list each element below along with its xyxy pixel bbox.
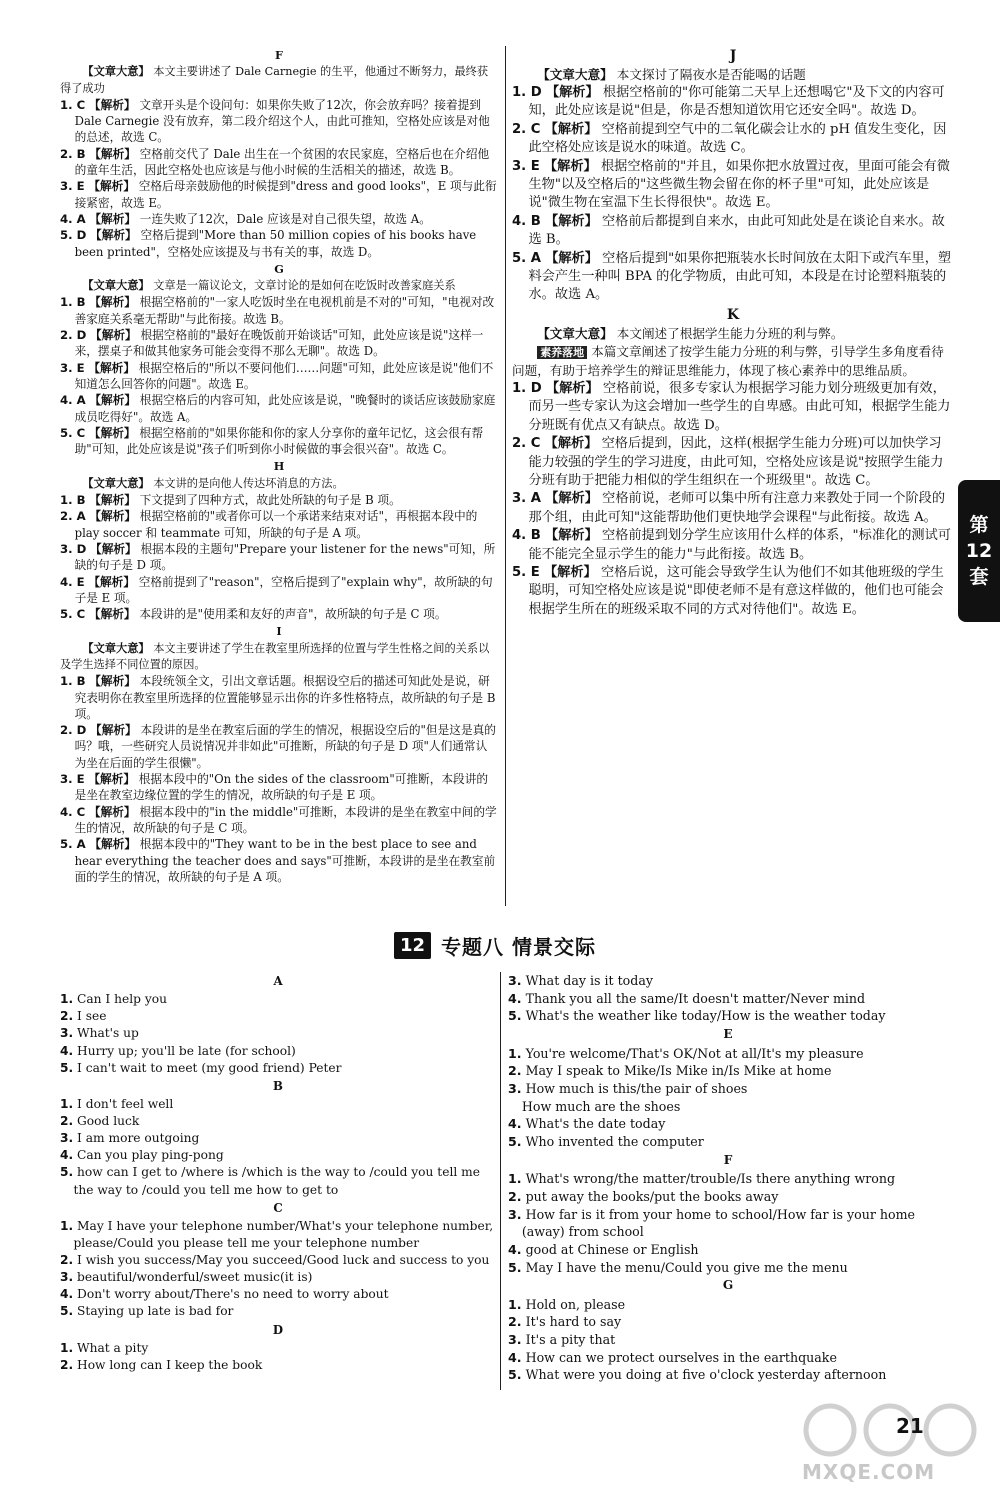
answer-number: 1. bbox=[60, 1340, 74, 1355]
answer-item bbox=[60, 211, 498, 227]
dialogue-answer bbox=[508, 1313, 948, 1331]
dialogue-answer bbox=[60, 991, 496, 1008]
answer-item bbox=[512, 564, 954, 619]
answer-number: 4. A bbox=[60, 211, 86, 226]
answer-text: how can I get to /where is /which is the way to /could you tell me the way to /could you tell me how to get to bbox=[73, 1165, 480, 1197]
dialogue-right-column bbox=[508, 972, 948, 1384]
answer-item bbox=[60, 146, 498, 179]
analysis-text: 空格后提到"More than 50 million copies of his books have been printed"，空格处应该提及与书有关的事，故选 D。 bbox=[74, 228, 477, 259]
topic-badge: 12 bbox=[394, 932, 431, 959]
answer-text: Can I help you bbox=[77, 992, 167, 1007]
analysis-text: 根据空格后的内容可知，此处应该是说，"晚餐时的谈话应该鼓励家庭成员吃得好"。故选 A。 bbox=[74, 393, 496, 424]
analysis-tag: 【解析】 bbox=[88, 772, 135, 787]
answer-number: 5. bbox=[60, 1060, 74, 1075]
answer-item bbox=[60, 771, 498, 804]
answer-number: 4. C bbox=[60, 804, 86, 819]
answer-text: I wish you success/May you succeed/Good luck and success to you bbox=[77, 1253, 490, 1267]
answer-number: 1. bbox=[508, 1296, 522, 1312]
dialogue-answer bbox=[60, 1164, 496, 1198]
column-divider bbox=[505, 46, 506, 906]
answer-item bbox=[512, 250, 954, 305]
answer-item bbox=[60, 804, 498, 837]
analysis-text: 根据空格前的"并且，如果你把水放置过夜，里面可能会有微生物"以及空格后的"这些微生物会留在你的杯子里"可知，此处应该是说"微生物在室温下生长得很快"。故选 E。 bbox=[528, 158, 950, 211]
dialogue-answer bbox=[508, 1206, 948, 1241]
answer-number: 4. B bbox=[512, 528, 541, 544]
tab-line-3: 套 bbox=[969, 566, 989, 588]
article-summary bbox=[512, 66, 954, 84]
answer-number: 5. C bbox=[60, 425, 86, 440]
summary-tag: 【文章大意】 bbox=[82, 65, 150, 79]
dialogue-column-divider bbox=[500, 972, 501, 1390]
answer-number: 3. bbox=[60, 1026, 74, 1041]
analysis-text: 根据空格前的"如果你能和你的家人分享你的童年记忆，这会很有帮助"可知，此处应该是说"孩子们听到你小时候做的事会很兴奋"。故选 C。 bbox=[74, 425, 484, 457]
answer-number: 5. A bbox=[512, 250, 541, 266]
answer-text: It's hard to say bbox=[525, 1314, 622, 1330]
analysis-tag: 【解析】 bbox=[88, 425, 136, 440]
summary-tag: 【文章大意】 bbox=[537, 325, 613, 341]
answer-number: 2. bbox=[60, 1114, 74, 1128]
answer-text: May I have your telephone number/What's your telephone number, please/Could you please tell me your telephone number bbox=[73, 1218, 494, 1250]
analysis-text: 空格前说，老师可以集中所有注意力来教处于同一个阶段的那个组，由此可知"这能帮助他们更快地学会课程"与此衔接。故选 A。 bbox=[528, 491, 946, 525]
analysis-tag: 【解析】 bbox=[90, 228, 137, 243]
dialogue-answer bbox=[60, 1025, 496, 1042]
answer-text: What a pity bbox=[77, 1340, 149, 1355]
answer-number: 2. B bbox=[60, 146, 86, 161]
section-letter: G bbox=[722, 1278, 734, 1293]
section-letter: D bbox=[272, 1322, 284, 1337]
analysis-tag: 【解析】 bbox=[89, 393, 137, 408]
analysis-tag: 【解析】 bbox=[88, 97, 136, 112]
answer-number: 3. E bbox=[60, 360, 85, 375]
page-number: 21 bbox=[896, 1414, 924, 1438]
analysis-text: 本段统领全文，引出文章话题。根据设空后的描述可知此处是说，研究表明你在教室里所选择的位置能够显示出你的许多性格特点，故所缺的句子是 B 项。 bbox=[74, 674, 496, 721]
dialogue-answer bbox=[508, 1366, 948, 1384]
answer-text: Thank you all the same/It doesn't matter/Never mind bbox=[525, 990, 866, 1006]
section-letter: F bbox=[723, 1152, 733, 1167]
analysis-tag: 【解析】 bbox=[545, 250, 598, 266]
analysis-tag: 【解析】 bbox=[545, 380, 599, 396]
answer-item bbox=[60, 836, 498, 885]
summary-tag: 【文章大意】 bbox=[537, 67, 613, 82]
answer-number: 1. bbox=[508, 1045, 522, 1061]
answer-item bbox=[60, 327, 498, 360]
answer-number: 2. bbox=[60, 1009, 74, 1024]
dialogue-answer bbox=[60, 1357, 496, 1374]
answer-text: What day is it today bbox=[525, 973, 653, 988]
answer-number: 3. bbox=[508, 973, 522, 988]
dialogue-answer bbox=[508, 1133, 948, 1151]
topic-title: 专题八 情景交际 bbox=[441, 934, 597, 959]
dialogue-answer bbox=[60, 1340, 496, 1357]
section-letter: A bbox=[273, 974, 283, 988]
dialogue-answer bbox=[60, 1113, 496, 1130]
answer-number: 4. A bbox=[60, 393, 86, 408]
answer-item bbox=[512, 527, 954, 564]
watermark-logo-icon bbox=[792, 1400, 992, 1460]
analysis-text: 空格后提到，因此，这样(根据学生能力分班)可以加快学习能力较强的学生的学习进度，由此可知，空格处应该是说"按照学生能力分班有助于把能力相似的学生组织在一个班级里"。故选 C。 bbox=[528, 436, 944, 488]
answer-text: Can you play ping-pong bbox=[77, 1148, 224, 1163]
answer-number: 2. A bbox=[60, 509, 86, 524]
answer-number: 5. bbox=[508, 1367, 522, 1383]
analysis-tag: 【解析】 bbox=[544, 158, 597, 174]
answer-number: 2. bbox=[508, 1314, 522, 1330]
answer-number: 1. B bbox=[60, 295, 86, 310]
analysis-tag: 【解析】 bbox=[88, 179, 135, 194]
answer-item bbox=[512, 84, 954, 121]
literacy-note bbox=[512, 343, 954, 380]
analysis-tag: 【解析】 bbox=[545, 491, 598, 507]
answer-number: 3. A bbox=[512, 491, 541, 507]
analysis-text: 根据本段中的"in the middle"可推断，本段讲的是坐在教室中间的学生的情况，故所缺的句子是 C 项。 bbox=[74, 804, 497, 835]
analysis-text: 空格前提到划分学生应该用什么样的体系，"标准化的测试可能不能完全显示学生的能力"与此衔接。故选 B。 bbox=[528, 528, 951, 562]
analysis-text: 空格前提到了"reason"，空格后提到了"explain why"，故所缺的句子是 E 项。 bbox=[74, 574, 493, 605]
tab-line-1: 第 bbox=[969, 514, 989, 536]
summary-text: 本文探讨了隔夜水是否能喝的话题 bbox=[616, 67, 806, 82]
analysis-text: 空格前说，很多专家认为根据学习能力划分班级更加有效，而另一些专家认为这会增加一些学生的自卑感。由此可知，根据学生能力分班既有优点又有缺点。故选 D。 bbox=[528, 380, 951, 433]
summary-tag: 【文章大意】 bbox=[82, 279, 150, 293]
answer-text: I don't feel well bbox=[77, 1096, 174, 1111]
answer-number: 2. bbox=[60, 1253, 74, 1267]
watermark-url: MXQE.COM bbox=[802, 1460, 936, 1484]
analysis-tag: 【解析】 bbox=[89, 493, 136, 508]
right-column bbox=[512, 46, 954, 619]
analysis-text: 下文提到了四种方式，故此处所缺的句子是 B 项。 bbox=[139, 493, 401, 508]
answer-number: 5. A bbox=[60, 837, 86, 852]
article-summary bbox=[60, 64, 498, 97]
analysis-tag: 【解析】 bbox=[545, 213, 598, 229]
analysis-text: 文章开头是个设问句：如果你失败了12次，你会放弃吗？接着提到 Dale Carnegie 没有放弃，第二段介绍这个人，由此可推知，空格处应该是对他的总述，故选 C。 bbox=[74, 97, 490, 145]
answer-text: beautiful/wonderful/sweet music(it is) bbox=[77, 1270, 313, 1285]
analysis-text: 根据本段的主题句"Prepare your listener for the news"可知，所缺的句子是 D 项。 bbox=[74, 541, 496, 573]
answer-item bbox=[60, 425, 498, 458]
answer-number: 1. bbox=[60, 1218, 74, 1233]
analysis-text: 根据本段中的"On the sides of the classroom"可推断，本段讲的是坐在教室边缘位置的学生的情况，故所缺的句子是 E 项。 bbox=[74, 772, 489, 803]
answer-text: It's a pity that bbox=[525, 1332, 616, 1348]
analysis-text: 根据本段中的"They want to be in the best place to see and hear everything the teacher does and says"可推断，本段讲的是坐在教室前面的学生的情况，故所缺的句子是 A 项。 bbox=[74, 837, 496, 884]
analysis-text: 一连失败了12次，Dale 应该是对自己很失望，故选 A。 bbox=[139, 211, 431, 226]
answer-text: How long can I keep the book bbox=[77, 1357, 263, 1372]
dialogue-answer bbox=[508, 1115, 948, 1133]
answer-number: 2. D bbox=[60, 328, 87, 343]
answer-number: 4. bbox=[60, 1148, 74, 1163]
section-letter: F bbox=[275, 48, 283, 62]
answer-number: 2. bbox=[508, 1188, 522, 1204]
dialogue-answer bbox=[508, 1331, 948, 1349]
analysis-tag: 【解析】 bbox=[90, 723, 137, 738]
analysis-text: 空格后母亲鼓励他的时候提到"dress and good looks"，E 项与此衔接紧密，故选 E。 bbox=[74, 179, 497, 210]
section-letter: C bbox=[273, 1200, 283, 1215]
answer-text: What's wrong/the matter/trouble/Is there anything wrong bbox=[525, 1171, 896, 1187]
answer-number: 4. B bbox=[512, 213, 541, 229]
answer-text: What's up bbox=[77, 1026, 139, 1041]
answer-text: Staying up late is bad for bbox=[77, 1304, 234, 1319]
answer-number: 2. C bbox=[512, 121, 541, 137]
answer-text: Hurry up; you'll be late (for school) bbox=[77, 1043, 296, 1058]
answer-item bbox=[60, 227, 498, 260]
answer-text: Don't worry about/There's no need to worry about bbox=[77, 1287, 389, 1302]
article-summary bbox=[60, 476, 498, 492]
analysis-tag: 【解析】 bbox=[89, 674, 136, 689]
analysis-tag: 【解析】 bbox=[544, 564, 597, 580]
note-tag: 素养落地 bbox=[537, 346, 587, 359]
answer-number: 1. B bbox=[60, 674, 86, 689]
answer-number: 4. bbox=[60, 1287, 74, 1302]
answer-number: 5. bbox=[508, 1008, 522, 1024]
analysis-tag: 【解析】 bbox=[90, 328, 137, 343]
section-letter: G bbox=[274, 261, 284, 276]
analysis-tag: 【解析】 bbox=[88, 804, 136, 819]
answer-item bbox=[60, 541, 498, 574]
answer-number: 2. bbox=[508, 1063, 522, 1079]
analysis-text: 空格前后都提到自来水，由此可知此处是在谈论自来水。故选 B。 bbox=[528, 213, 945, 248]
answer-number: 3. E bbox=[512, 158, 540, 174]
answer-item bbox=[60, 360, 498, 393]
answer-number: 2. bbox=[60, 1357, 74, 1372]
answer-item bbox=[60, 508, 498, 541]
dialogue-answer bbox=[508, 990, 948, 1008]
answer-number: 4. bbox=[508, 1349, 522, 1365]
answer-number: 4. bbox=[508, 1241, 522, 1257]
summary-text: 本文主要讲述了 Dale Carnegie 的生平，他通过不断努力，最终获得了成功 bbox=[60, 65, 489, 95]
section-letter: I bbox=[276, 624, 282, 639]
answer-item bbox=[60, 97, 498, 146]
analysis-tag: 【解析】 bbox=[544, 436, 598, 452]
answer-item bbox=[60, 492, 498, 508]
answer-item bbox=[60, 178, 498, 211]
dialogue-answer bbox=[60, 1147, 496, 1164]
dialogue-answer bbox=[60, 1252, 496, 1269]
answer-number: 4. bbox=[508, 990, 522, 1006]
answer-item bbox=[60, 574, 498, 607]
answer-number: 5. bbox=[508, 1133, 522, 1149]
analysis-tag: 【解析】 bbox=[545, 528, 598, 544]
dialogue-answer bbox=[508, 1349, 948, 1367]
answer-number: 5. D bbox=[60, 228, 87, 243]
answer-text: Who invented the computer bbox=[525, 1133, 704, 1149]
section-letter: H bbox=[273, 459, 285, 474]
dialogue-answer bbox=[60, 1060, 496, 1077]
analysis-tag: 【解析】 bbox=[89, 146, 136, 161]
answer-item bbox=[60, 392, 498, 425]
answer-number: 5. bbox=[508, 1259, 522, 1275]
answer-number: 1. bbox=[60, 992, 74, 1007]
answer-number: 3. D bbox=[60, 541, 87, 556]
answer-number: 4. bbox=[508, 1116, 522, 1132]
dialogue-answer bbox=[508, 1259, 948, 1277]
dialogue-answer bbox=[60, 1303, 496, 1320]
answer-number: 5. bbox=[60, 1165, 74, 1180]
answer-number: 1. C bbox=[60, 97, 86, 112]
answer-text: put away the books/put the books away bbox=[525, 1188, 779, 1204]
answer-number: 4. bbox=[60, 1043, 74, 1058]
analysis-text: 空格后提到"如果你把瓶装水长时间放在太阳下或汽车里，塑料会产生一种叫 BPA 的化学物质，由此可知，本段是在讨论塑料瓶装的水。故选 A。 bbox=[528, 250, 952, 303]
dialogue-answer bbox=[508, 972, 948, 990]
analysis-tag: 【解析】 bbox=[88, 574, 135, 589]
dialogue-answer bbox=[60, 1269, 496, 1286]
analysis-tag: 【解析】 bbox=[88, 607, 136, 622]
analysis-tag: 【解析】 bbox=[90, 541, 137, 556]
topic-heading bbox=[394, 928, 596, 962]
dialogue-answer bbox=[508, 1170, 948, 1188]
answer-number: 5. E bbox=[512, 564, 540, 580]
analysis-text: 空格前交代了 Dale 出生在一个贫困的农民家庭，空格后也在介绍他的童年生活，因此空格处也应该是与他小时候的生活相关的描述，故选 B。 bbox=[74, 146, 490, 178]
answer-item bbox=[60, 606, 498, 622]
analysis-text: 根据空格后的"所以不要问他们……问题"可知，此处应该是说"他们不知道怎么回答你的问题"。故选 E。 bbox=[74, 360, 494, 391]
analysis-tag: 【解析】 bbox=[88, 360, 135, 375]
analysis-text: 空格后说，这可能会导致学生认为他们不如其他班级的学生聪明，可知空格处应该是说"即使老师不是有意这样做的，他们也可能会根据学生所在的班级采取不同的方式对待他们"。故选 E。 bbox=[528, 564, 944, 617]
answer-item bbox=[512, 121, 954, 158]
analysis-text: 本段讲的是坐在教室后面的学生的情况，根据设空后的"但是这是真的吗？哦，一些研究人员说情况并非如此"可推断，所缺的句子是 D 项"人们通常认为坐在后面的学生很懒"。 bbox=[74, 723, 496, 770]
section-letter: J bbox=[729, 48, 737, 64]
section-letter: E bbox=[723, 1026, 733, 1041]
dialogue-answer bbox=[60, 1286, 496, 1303]
answer-item bbox=[512, 158, 954, 213]
analysis-tag: 【解析】 bbox=[544, 121, 598, 137]
answer-number: 1. B bbox=[60, 493, 86, 508]
analysis-tag: 【解析】 bbox=[89, 295, 136, 310]
answer-text: You're welcome/That's OK/Not at all/It's my pleasure bbox=[525, 1045, 864, 1061]
answer-text: How can we protect ourselves in the earthquake bbox=[525, 1349, 837, 1365]
answer-text: What's the weather like today/How is the weather today bbox=[525, 1008, 886, 1024]
answer-number: 1. D bbox=[512, 380, 542, 396]
answer-text: I see bbox=[77, 1009, 107, 1024]
dialogue-answer bbox=[508, 1080, 948, 1098]
analysis-text: 根据空格前的"你可能第二天早上还想喝它"及下文的内容可知，此处应该是说"但是，你是否想知道饮用它还安全吗"。故选 D。 bbox=[528, 85, 945, 119]
dialogue-answer bbox=[60, 1218, 496, 1252]
answer-number: 3. bbox=[508, 1332, 522, 1348]
article-summary bbox=[512, 325, 954, 343]
summary-text: 本文阐述了根据学生能力分班的利与弊。 bbox=[616, 325, 844, 341]
dialogue-answer bbox=[60, 1043, 496, 1060]
answer-text: What were you doing at five o'clock yesterday afternoon bbox=[525, 1367, 887, 1383]
answer-number: 2. C bbox=[512, 436, 541, 452]
analysis-tag: 【解析】 bbox=[89, 211, 137, 226]
note-text: 本篇文章阐述了按学生能力分班的利与弊，引导学生多角度看待问题，有助于培养学生的辩证思维能力，体现了核心素养中的思维品质。 bbox=[512, 343, 944, 378]
answer-text: May I speak to Mike/Is Mike in/Is Mike at home bbox=[525, 1063, 832, 1079]
answer-text: I am more outgoing bbox=[77, 1131, 200, 1146]
answer-item bbox=[512, 380, 954, 435]
dialogue-answer bbox=[508, 1241, 948, 1259]
watermark bbox=[792, 1400, 992, 1495]
answer-item bbox=[60, 294, 498, 327]
tab-line-2: 12 bbox=[965, 540, 993, 562]
analysis-tag: 【解析】 bbox=[545, 85, 599, 100]
analysis-text: 空格前提到空气中的二氧化碳会让水的 pH 值发生变化，因此空格处应该是说水的味道。故选 C。 bbox=[528, 121, 947, 156]
answer-number: 3. E bbox=[60, 772, 85, 787]
section-letter: B bbox=[273, 1078, 283, 1093]
analysis-text: 根据空格前的"或者你可以一个承诺来结束对话"，再根据本段中的 play soccer 和 teammate 可知，所缺的句子是 A 项。 bbox=[74, 509, 478, 540]
answer-text: What's the date today bbox=[525, 1116, 666, 1132]
article-summary bbox=[60, 278, 498, 294]
summary-text: 本文主要讲述了学生在教室里所选择的位置与学生性格之间的关系以及学生选择不同位置的原因。 bbox=[60, 641, 490, 671]
dialogue-answer bbox=[508, 1007, 948, 1025]
summary-text: 文章是一篇议论文，文章讨论的是如何在吃饭时改善家庭关系 bbox=[153, 279, 456, 293]
answer-text: How far is it from your home to school/How far is your home (away) from school bbox=[521, 1206, 915, 1240]
dialogue-answer bbox=[508, 1045, 948, 1063]
analysis-text: 根据空格前的"最好在晚饭前开始谈话"可知，此处应该是说"这样一来，摆桌子和做其他家务可能会变得不那么无聊"。故选 D。 bbox=[74, 328, 484, 359]
answer-text: Hold on, please bbox=[525, 1296, 626, 1312]
answer-item bbox=[512, 490, 954, 527]
analysis-tag: 【解析】 bbox=[89, 837, 137, 852]
answer-text: How much is this/the pair of shoes bbox=[525, 1080, 748, 1096]
dialogue-answer bbox=[508, 1296, 948, 1314]
answer-text: May I have the menu/Could you give me the menu bbox=[525, 1259, 848, 1275]
answer-number: 1. bbox=[60, 1096, 74, 1111]
answer-item bbox=[512, 435, 954, 490]
answer-number: 3. bbox=[60, 1270, 74, 1285]
answer-number: 5. C bbox=[60, 607, 86, 622]
answer-number: 3. bbox=[508, 1080, 522, 1096]
summary-tag: 【文章大意】 bbox=[82, 476, 150, 490]
dialogue-answer bbox=[60, 1130, 496, 1147]
answer-number: 5. bbox=[60, 1304, 74, 1319]
dialogue-answer bbox=[60, 1008, 496, 1025]
answer-item bbox=[60, 722, 498, 771]
answer-text: good at Chinese or English bbox=[525, 1241, 699, 1257]
section-letter: K bbox=[726, 306, 740, 323]
analysis-text: 本段讲的是"使用柔和友好的声音"，故所缺的句子是 C 项。 bbox=[139, 607, 447, 622]
answer-text: Good luck bbox=[77, 1114, 140, 1128]
answer-item bbox=[512, 213, 954, 250]
dialogue-answer bbox=[508, 1062, 948, 1080]
analysis-text: 根据空格前的"一家人吃饭时坐在电视机前是不对的"可知，"电视对改善家庭关系毫无帮助"与此衔接。故选 B。 bbox=[74, 295, 495, 326]
set-number-tab bbox=[958, 480, 1000, 622]
answer-item bbox=[60, 673, 498, 722]
answer-number: 3. E bbox=[60, 179, 85, 194]
answer-number: 1. D bbox=[512, 85, 542, 100]
article-summary bbox=[60, 641, 498, 674]
summary-text: 本文讲的是向他人传达坏消息的方法。 bbox=[153, 476, 344, 490]
answer-number: 1. bbox=[508, 1171, 522, 1187]
answer-number: 3. bbox=[508, 1206, 522, 1222]
dialogue-left-column bbox=[60, 972, 496, 1374]
answer-number: 3. bbox=[60, 1131, 74, 1146]
left-column bbox=[60, 46, 498, 885]
dialogue-answer bbox=[60, 1096, 496, 1113]
answer-text-continued: How much are the shoes bbox=[521, 1098, 681, 1114]
answer-number: 4. E bbox=[60, 574, 85, 589]
answer-text: I can't wait to meet (my good friend) Peter bbox=[77, 1060, 342, 1075]
analysis-tag: 【解析】 bbox=[89, 509, 137, 524]
dialogue-answer bbox=[508, 1188, 948, 1206]
summary-tag: 【文章大意】 bbox=[82, 641, 150, 655]
answer-number: 2. D bbox=[60, 723, 87, 738]
